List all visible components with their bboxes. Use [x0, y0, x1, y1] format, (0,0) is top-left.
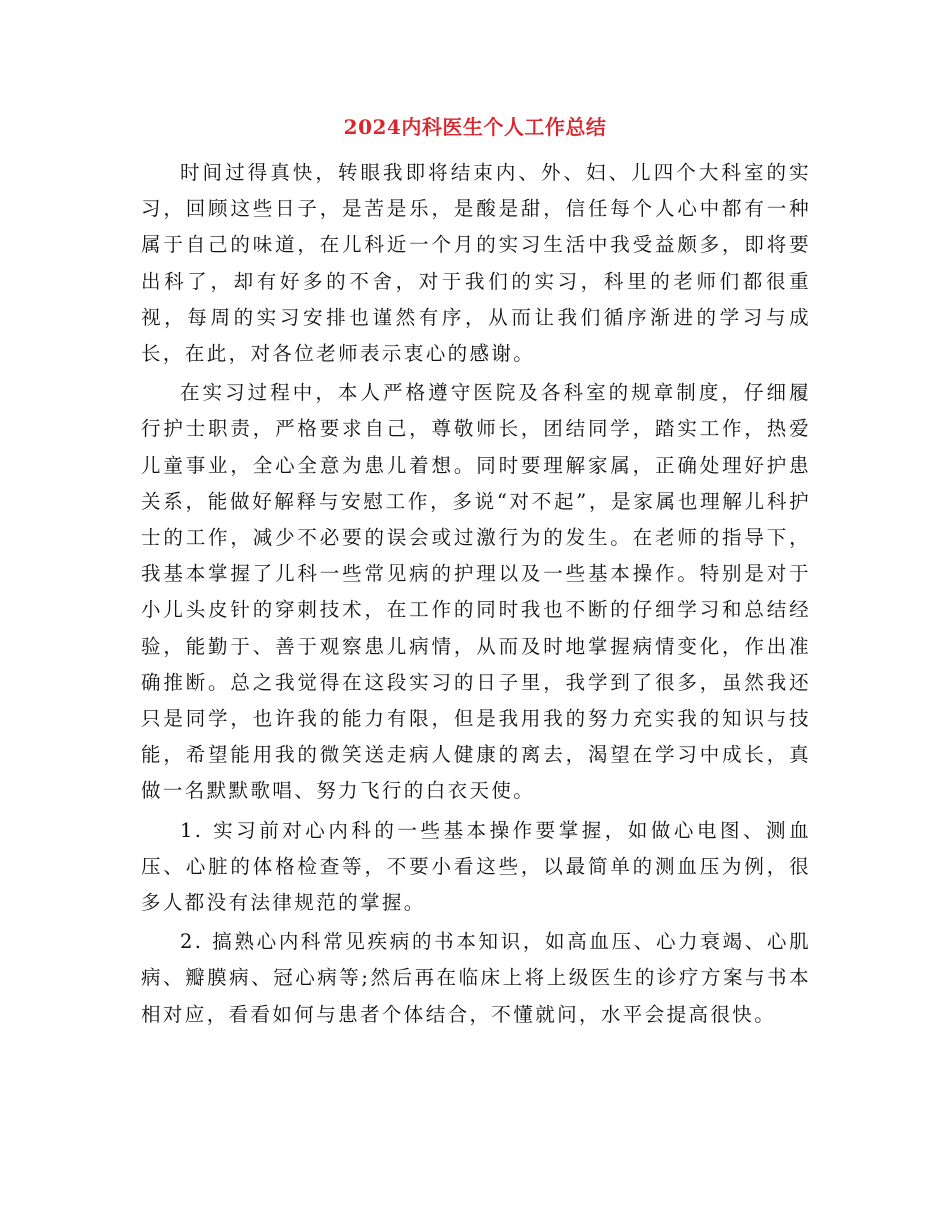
paragraph-point-1: 1. 实习前对心内科的一些基本操作要掌握，如做心电图、测血压、心脏的体格检查等，不要小看这些，以最简单的测血压为例，很多人都没有法律规范的掌握。 [141, 818, 811, 915]
document-title: 2024内科医生个人工作总结 [343, 115, 607, 139]
paragraph-point-2: 2. 搞熟心内科常见疾病的书本知识，如高血压、心力衰竭、心肌病、瓣膜病、冠心病等;然后再在临床上将上级医生的诊疗方案与书本相对应，看看如何与患者个体结合，不懂就问，水平会提高很快。 [141, 930, 811, 1026]
document-body [141, 155, 811, 1033]
paragraph-intro: 时间过得真快，转眼我即将结束内、外、妇、儿四个大科室的实习，回顾这些日子，是苦是乐，是酸是甜，信任每个人心中都有一种属于自己的味道，在儿科近一个月的实习生活中我受益颇多，即将要出科了，却有好多的不舍，对于我们的实习，科里的老师们都很重视，每周的实习安排也谨然有序，从而让我们循序渐进的学习与成长，在此，对各位老师表示衷心的感谢。 [141, 161, 811, 366]
paragraph-internship-process: 在实习过程中，本人严格遵守医院及各科室的规章制度，仔细履行护士职责，严格要求自己，尊敬师长，团结同学，踏实工作，热爱儿童事业，全心全意为患儿着想。同时要理解家属，正确处理好护患关系，能做好解释与安慰工作，多说“对不起”，是家属也理解儿科护士的工作，减少不必要的误会或过激行为的发生。在老师的指导下，我基本掌握了儿科一些常见病的护理以及一些基本操作。特别是对于小儿头皮针的穿刺技术，在工作的同时我也不断的仔细学习和总结经验，能勤于、善于观察患儿病情，从而及时地掌握病情变化，作出准确推断。总之我觉得在这段实习的日子里，我学到了很多，虽然我还只是同学，也许我的能力有限，但是我用我的努力充实我的知识与技能，希望能用我的微笑送走病人健康的离去，渴望在学习中成长，真做一名默默歌唱、努力飞行的白衣天使。 [141, 381, 811, 803]
